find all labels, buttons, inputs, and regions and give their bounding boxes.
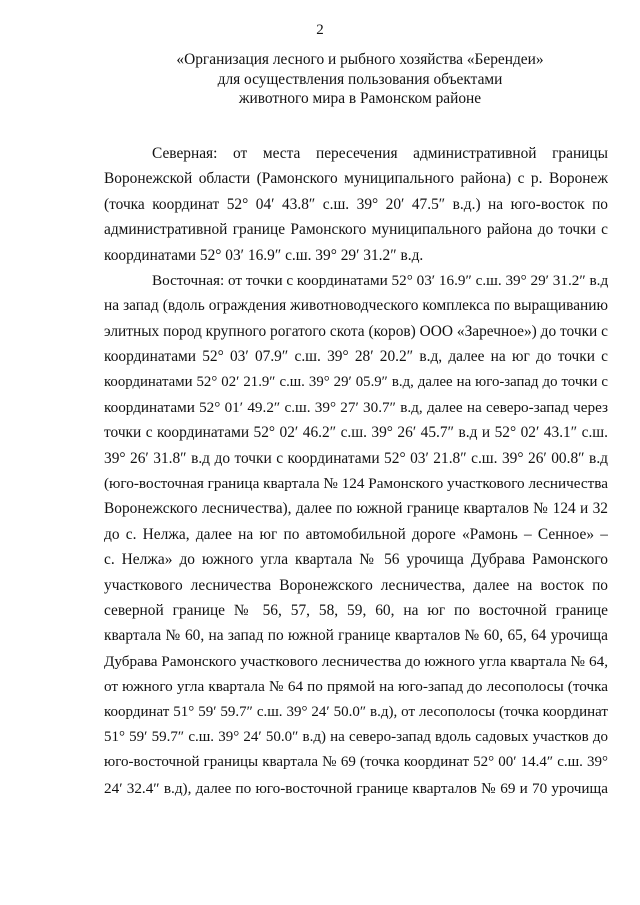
eastern-boundary-paragraph <box>104 268 608 801</box>
heading-line: «Организация лесного и рыбного хозяйства «Берендеи» <box>176 51 544 68</box>
text-line: координатами 52° 02′ 21.9″ с.ш. 39° 29′ 05.9″ в.д, далее на юго-запад до точки с <box>104 373 608 390</box>
text-line: участкового лесничества Воронежского лесничества, далее на восток по <box>104 576 608 594</box>
text-line: координатами 52° 03′ 16.9″ с.ш. 39° 29′ 31.2″ в.д. <box>104 246 424 264</box>
text-line: координатами 52° 03′ 07.9″ с.ш. 39° 28′ 20.2″ в.д, далее на юг до точки с <box>104 348 608 366</box>
text-line: координат 51° 59′ 59.7″ с.ш. 39° 24′ 50.0″ в.д), от лесополосы (точка координат <box>104 703 608 720</box>
text-line: элитных пород крупного рогатого скота (коров) ООО «Заречное») до точки с <box>104 322 608 340</box>
text-line: с. Нелжа» до южного угла квартала № 56 урочища Дубрава Рамонского <box>104 551 608 569</box>
text-line: от южного угла квартала № 64 по прямой на юго-запад до лесополосы (точка <box>104 678 608 696</box>
text-line: административной границе Рамонского муниципального района до точки с <box>104 221 608 239</box>
text-line: 51° 59′ 59.7″ с.ш. 39° 24′ 50.0″ в.д) на северо-запад вдоль садовых участков до <box>104 728 608 745</box>
text-line: Воронежской области (Рамонского муниципального района) с р. Воронеж <box>104 170 608 188</box>
text-line: Дубрава Рамонского участкового лесничества до южного угла квартала № 64, <box>104 652 608 670</box>
text-line: (юго-восточная граница квартала № 124 Рамонского участкового лесничества <box>104 475 608 493</box>
page-number: 2 <box>316 22 324 38</box>
document-heading <box>120 50 600 109</box>
text-line: Воронежского лесничества), далее по южной границе кварталов № 124 и 32 <box>104 500 608 518</box>
document-body <box>104 141 608 801</box>
text-line: точки с координатами 52° 02′ 46.2″ с.ш. 39° 26′ 45.7″ в.д и 52° 02′ 43.1″ с.ш. <box>104 424 608 442</box>
text-line: координатами 52° 01′ 49.2″ с.ш. 39° 27′ 30.7″ в.д, далее на северо-запад через <box>104 398 608 416</box>
text-line: квартала № 60, на запад по южной границе кварталов № 60, 65, 64 урочища <box>104 627 608 645</box>
text-line: (точка координат 52° 04′ 43.8″ с.ш. 39° 20′ 47.5″ в.д.) на юго-восток по <box>104 195 608 213</box>
text-line: Восточная: от точки с координатами 52° 03′ 16.9″ с.ш. 39° 29′ 31.2″ в.д <box>152 271 608 289</box>
northern-boundary-paragraph <box>104 141 608 268</box>
text-line: Северная: от места пересечения административной границы <box>152 145 608 162</box>
text-line: до с. Нелжа, далее на юг по автомобильной дороге «Рамонь – Сенное» – <box>104 525 608 543</box>
heading-line: для осуществления пользования объектами <box>217 70 503 88</box>
text-line: на запад (вдоль ограждения животноводческого комплекса по выращиванию <box>104 297 608 315</box>
text-line: северной границе № 56, 57, 58, 59, 60, на юг по восточной границе <box>104 602 608 620</box>
text-line: юго-восточной границы квартала № 69 (точка координат 52° 00′ 14.4″ с.ш. 39° <box>104 754 608 771</box>
text-line: 39° 26′ 31.8″ в.д до точки с координатами 52° 03′ 21.8″ с.ш. 39° 26′ 00.8″ в.д <box>104 449 608 467</box>
text-line: 24′ 32.4″ в.д), далее по юго-восточной границе кварталов № 69 и 70 урочища <box>104 779 608 797</box>
heading-line: животного мира в Рамонском районе <box>238 90 482 107</box>
